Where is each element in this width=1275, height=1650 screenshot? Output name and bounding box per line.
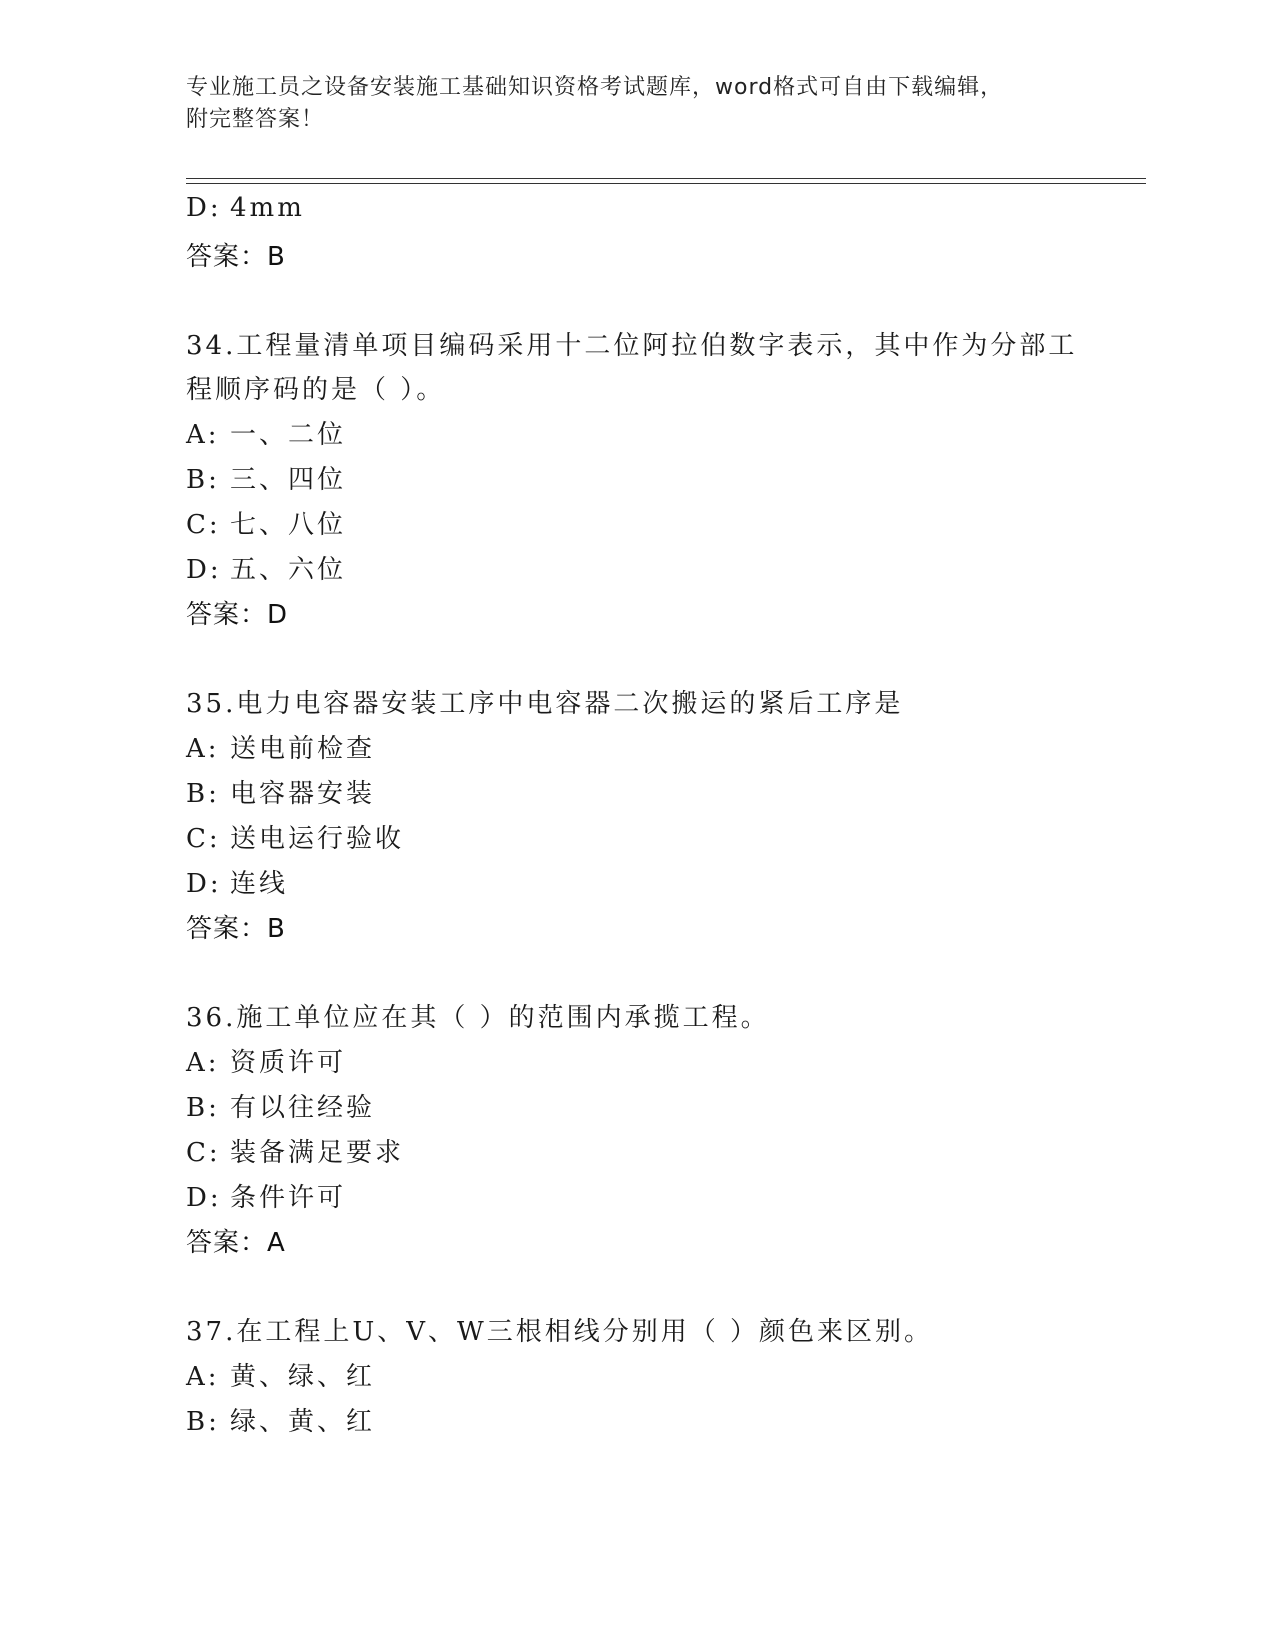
option-text: 黄、绿、红 xyxy=(230,1362,376,1392)
prev-answer: 答案：B xyxy=(186,242,286,272)
question-35-option-c xyxy=(186,818,1146,855)
header-divider-top xyxy=(186,178,1146,179)
option-label: A: xyxy=(186,1048,220,1078)
option-text: 连线 xyxy=(230,869,289,899)
option-label: B: xyxy=(186,1407,220,1437)
option-text: 七、八位 xyxy=(230,510,347,540)
question-35-option-d xyxy=(186,863,1146,900)
question-34-stem-line-2: 程顺序码的是（ ）。 xyxy=(186,375,446,405)
question-36-answer: 答案：A xyxy=(186,1228,286,1258)
option-text: 五、六位 xyxy=(230,555,347,585)
option-label: A: xyxy=(186,420,220,450)
option-text: 电容器安装 xyxy=(230,779,376,809)
header-line-2: 附完整答案！ xyxy=(186,107,325,132)
option-text: 绿、黄、红 xyxy=(230,1407,376,1437)
option-label: D: xyxy=(186,555,222,585)
question-37-stem: 37.在工程上U、V、W三根相线分别用（ ）颜色来区别。 xyxy=(186,1317,934,1347)
question-35-answer: 答案：B xyxy=(186,914,286,944)
header-divider-bottom xyxy=(186,183,1146,184)
option-label: B: xyxy=(186,1093,220,1123)
document-header xyxy=(186,72,1086,136)
question-36-option-b xyxy=(186,1087,1146,1124)
question-36-option-d xyxy=(186,1177,1146,1214)
question-35-stem: 35.电力电容器安装工序中电容器二次搬运的紧后工序是 xyxy=(186,689,904,719)
question-35-option-a xyxy=(186,728,1146,765)
option-text: 有以往经验 xyxy=(230,1093,376,1123)
question-34-option-b xyxy=(186,459,1146,496)
option-text: 一、二位 xyxy=(230,420,347,450)
option-label: D: xyxy=(186,1183,222,1213)
question-35-option-b xyxy=(186,773,1146,810)
question-34-option-a xyxy=(186,414,1146,451)
question-34-answer: 答案：D xyxy=(186,600,289,630)
question-34-stem-line-1: 34.工程量清单项目编码采用十二位阿拉伯数字表示，其中作为分部工 xyxy=(186,331,1078,361)
option-label: C: xyxy=(186,510,221,540)
prev-option-d xyxy=(186,193,1146,223)
question-36-option-c xyxy=(186,1132,1146,1169)
question-36-option-a xyxy=(186,1042,1146,1079)
option-text: 装备满足要求 xyxy=(230,1138,405,1168)
question-37-option-b xyxy=(186,1401,1146,1438)
option-label: C: xyxy=(186,824,221,854)
question-37-option-a xyxy=(186,1356,1146,1393)
option-text: 4mm xyxy=(230,193,305,223)
option-text: 三、四位 xyxy=(230,465,347,495)
option-label: D: xyxy=(186,869,222,899)
option-text: 条件许可 xyxy=(230,1183,347,1213)
option-label: A: xyxy=(186,1362,220,1392)
option-label: B: xyxy=(186,779,220,809)
option-label: B: xyxy=(186,465,220,495)
option-label: D: xyxy=(186,193,222,223)
option-text: 送电运行验收 xyxy=(230,824,405,854)
question-34-option-d xyxy=(186,549,1146,586)
option-text: 资质许可 xyxy=(230,1048,347,1078)
question-36-stem: 36.施工单位应在其（ ）的范围内承揽工程。 xyxy=(186,1003,770,1033)
question-34-option-c xyxy=(186,504,1146,541)
option-label: A: xyxy=(186,734,220,764)
option-text: 送电前检查 xyxy=(230,734,376,764)
option-label: C: xyxy=(186,1138,221,1168)
header-line-1: 专业施工员之设备安装施工基础知识资格考试题库，word格式可自由下载编辑， xyxy=(186,75,1004,100)
